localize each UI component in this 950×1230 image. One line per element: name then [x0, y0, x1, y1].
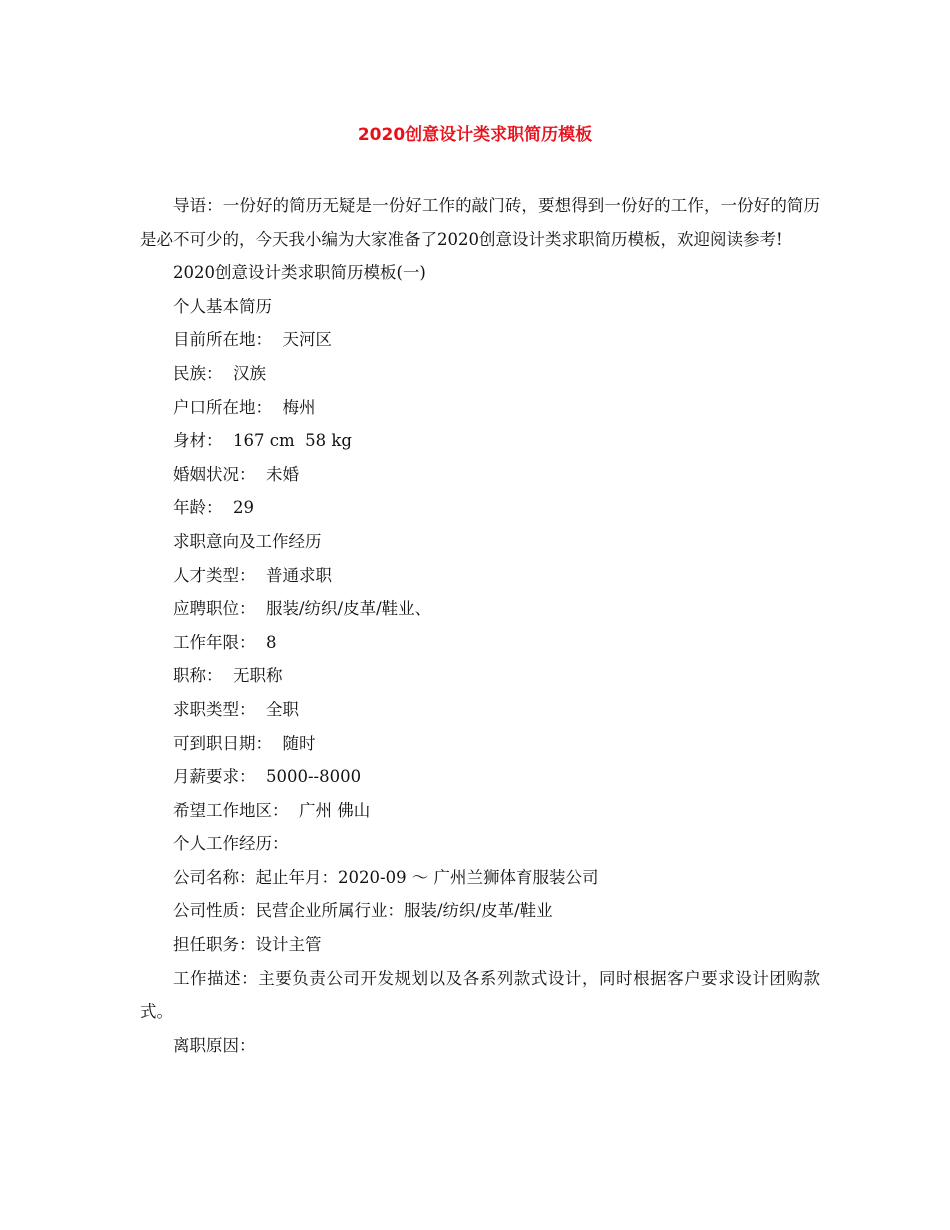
- field-title: 职称： 无职称: [173, 666, 283, 686]
- field-marital-status: 婚姻状况： 未婚: [173, 464, 299, 484]
- field-company-nature: 公司性质：民营企业所属行业：服装/纺织/皮革/鞋业: [173, 901, 553, 921]
- field-position-held: 担任职务：设计主管: [173, 935, 322, 955]
- section-heading-job-intention: 求职意向及工作经历: [173, 531, 322, 551]
- intro-paragraph: 导语：一份好的简历无疑是一份好工作的敲门砖，要想得到一份好的工作，一份好的简历是必不可少的，今天我小编为大家准备了2020创意设计类求职简历模板，欢迎阅读参考!: [140, 196, 820, 249]
- field-talent-type: 人才类型： 普通求职: [173, 565, 332, 585]
- field-current-location: 目前所在地： 天河区: [173, 330, 332, 350]
- section-heading-basic-info: 个人基本简历: [173, 296, 272, 316]
- field-available-date: 可到职日期： 随时: [173, 733, 316, 753]
- section-heading-work-experience: 个人工作经历：: [173, 834, 289, 854]
- document-body: [140, 189, 820, 1062]
- field-applied-position: 应聘职位： 服装/纺织/皮革/鞋业、: [173, 599, 432, 619]
- field-body-stats: 身材： 167 cm 58 kg: [173, 431, 352, 451]
- field-years-of-work: 工作年限： 8: [173, 632, 277, 652]
- field-preferred-region: 希望工作地区： 广州 佛山: [173, 800, 371, 820]
- field-household-registration: 户口所在地： 梅州: [173, 397, 316, 417]
- document-title: 2020创意设计类求职简历模板: [357, 125, 593, 145]
- section-heading-template-one: 2020创意设计类求职简历模板(一): [173, 263, 426, 283]
- field-salary-requirement: 月薪要求： 5000--8000: [173, 767, 362, 787]
- field-company-name: 公司名称：起止年月：2020-09 ～ 广州兰狮体育服装公司: [173, 867, 599, 887]
- field-leave-reason: 离职原因：: [173, 1035, 256, 1055]
- work-description-paragraph: 工作描述：主要负责公司开发规划以及各系列款式设计，同时根据客户要求设计团购款式。: [140, 968, 820, 1022]
- field-job-type: 求职类型： 全职: [173, 699, 299, 719]
- field-ethnicity: 民族： 汉族: [173, 363, 266, 383]
- field-age: 年龄： 29: [173, 498, 254, 518]
